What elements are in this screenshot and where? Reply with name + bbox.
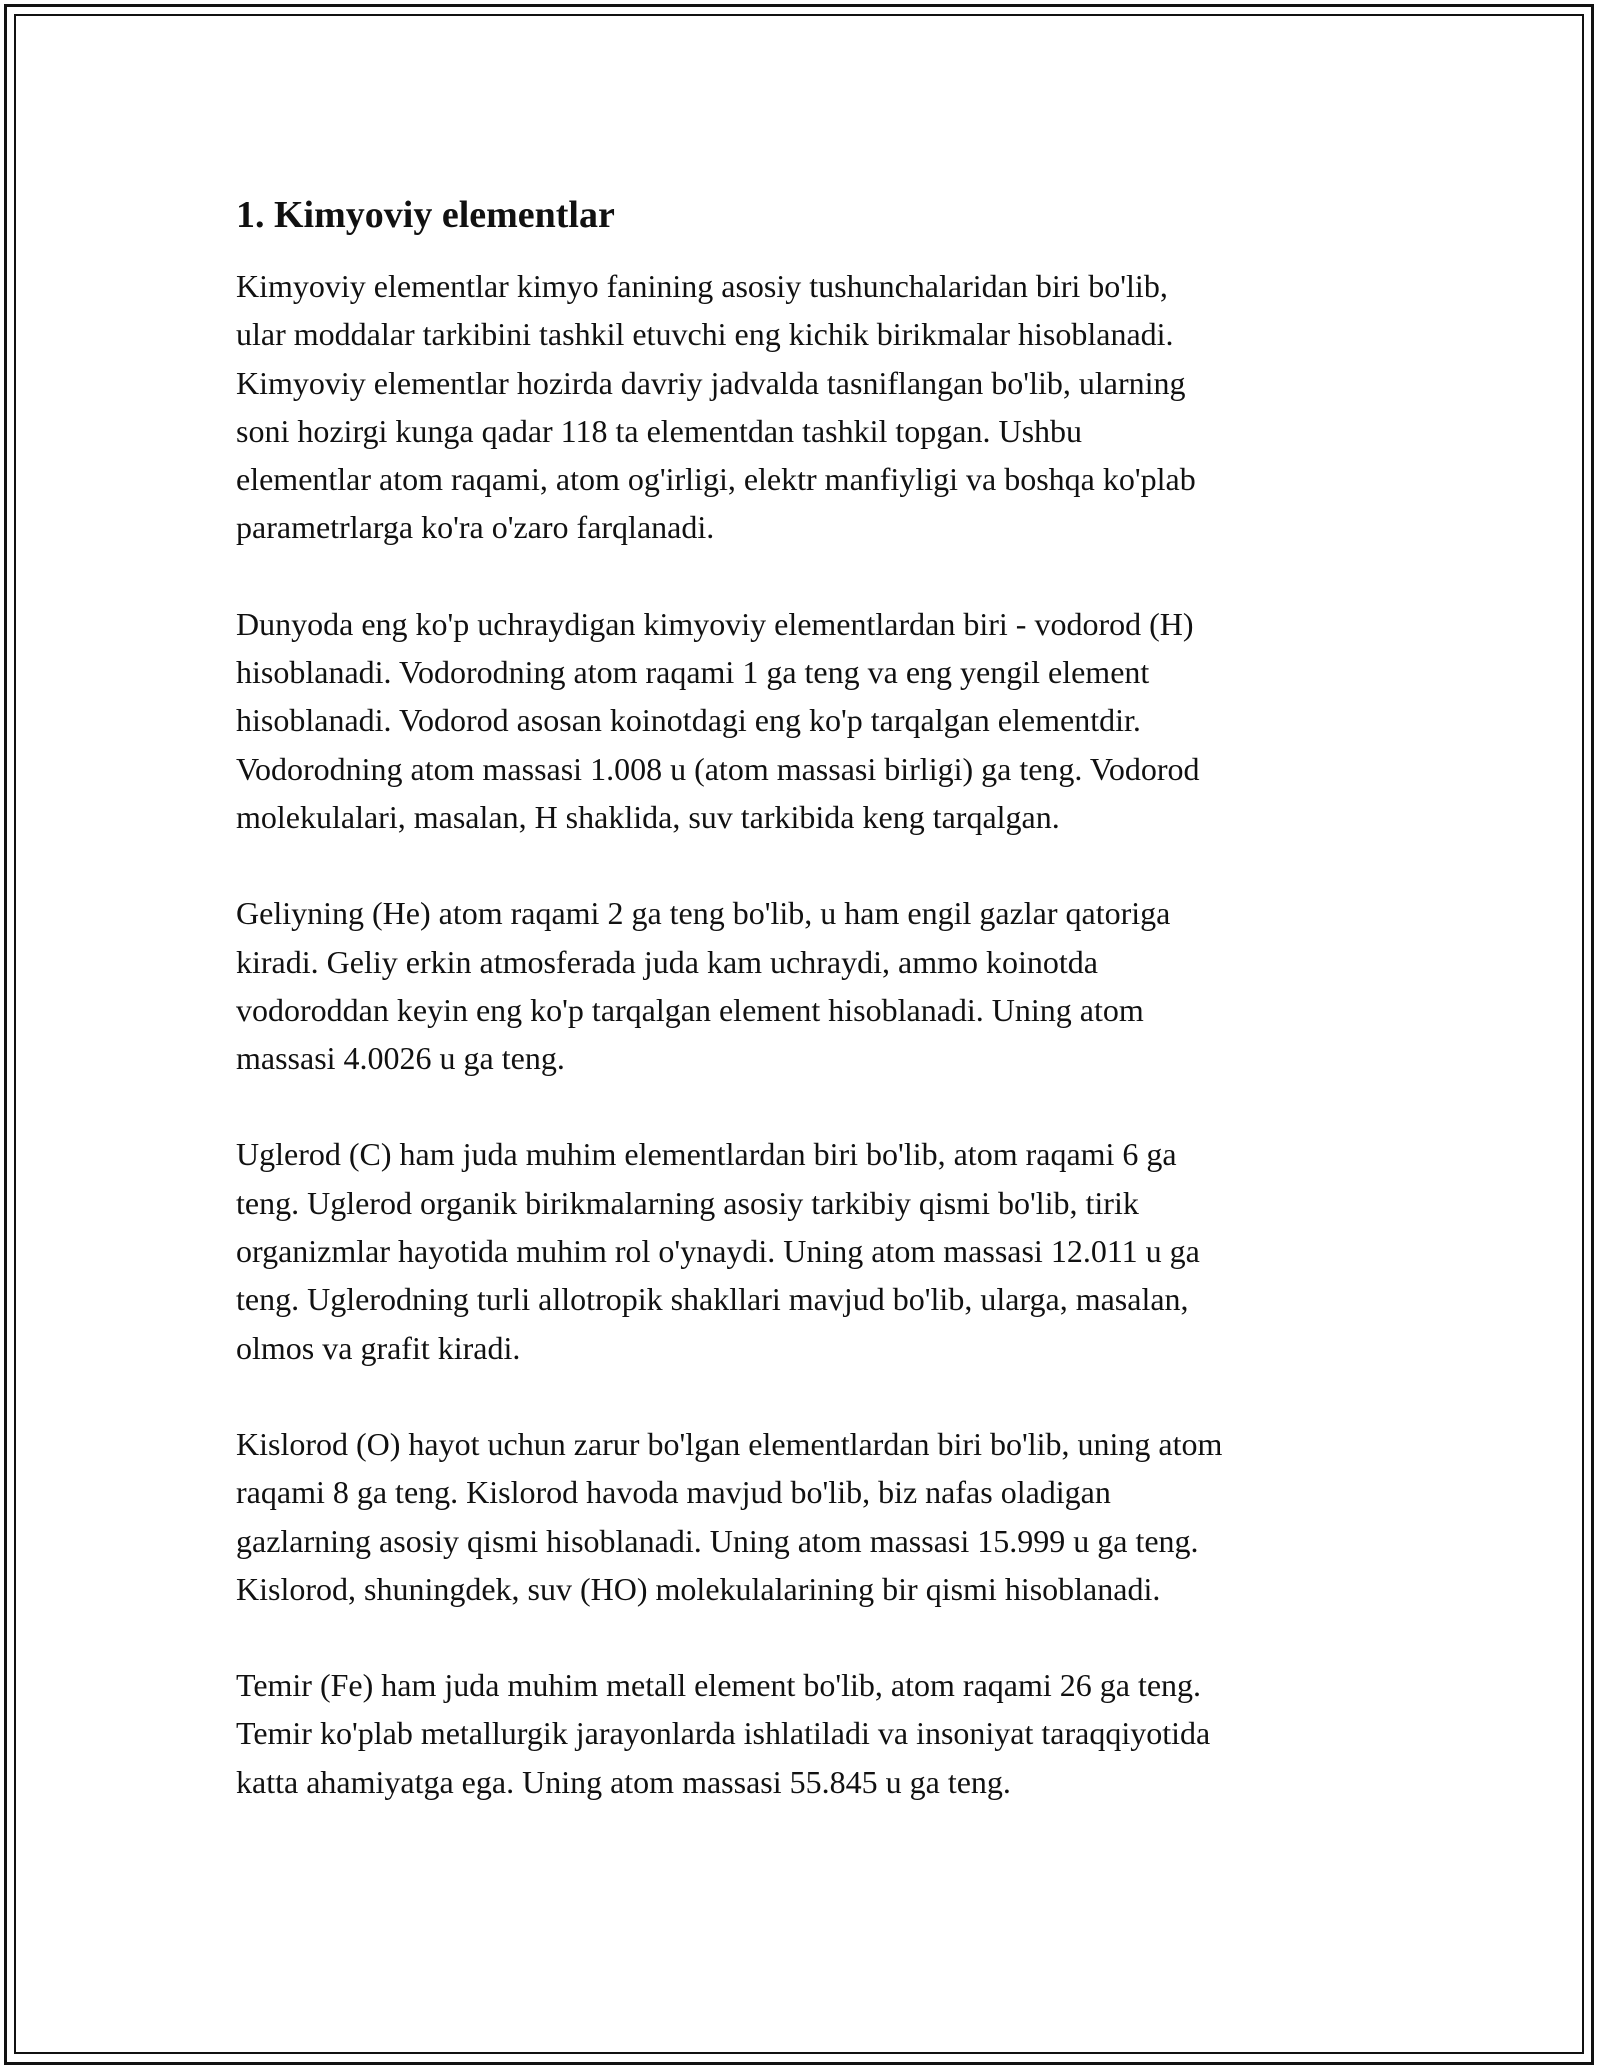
line: elementlar atom raqami, atom og'irligi, elektr manfiyligi va boshqa ko'plab (236, 461, 1196, 498)
line: gazlarning asosiy qismi hisoblanadi. Uning atom massasi 15.999 u ga teng. (236, 1522, 1199, 1559)
line: hisoblanadi. Vodorodning atom raqami 1 ga teng va eng yengil element (236, 654, 1150, 691)
document-body (236, 186, 1386, 1854)
line: massasi 4.0026 u ga teng. (236, 1040, 565, 1077)
paragraph-carbon (236, 1130, 1386, 1371)
line: kiradi. Geliy erkin atmosferada juda kam uchraydi, ammo koinotda (236, 943, 1098, 980)
line: ular moddalar tarkibini tashkil etuvchi eng kichik birikmalar hisoblanadi. (236, 316, 1174, 353)
paragraph-helium (236, 889, 1386, 1082)
line: Dunyoda eng ko'p uchraydigan kimyoviy elementlardan biri - vodorod (H) (236, 605, 1194, 642)
line: hisoblanadi. Vodorod asosan koinotdagi eng ko'p tarqalgan elementdir. (236, 702, 1141, 739)
line: olmos va grafit kiradi. (236, 1329, 521, 1366)
paragraph-intro (236, 262, 1386, 552)
line: katta ahamiyatga ega. Uning atom massasi 55.845 u ga teng. (236, 1763, 1011, 1800)
line: vodoroddan keyin eng ko'p tarqalgan element hisoblanadi. Uning atom (236, 991, 1144, 1028)
line: parametrlarga ko'ra o'zaro farqlanadi. (236, 509, 715, 546)
line: Kislorod, shuningdek, suv (HO) molekulalarining bir qismi hisoblanadi. (236, 1570, 1161, 1607)
line: Kimyoviy elementlar kimyo fanining asosiy tushunchalaridan biri bo'lib, (236, 268, 1168, 304)
line: molekulalari, masalan, H shaklida, suv tarkibida keng tarqalgan. (236, 798, 1060, 835)
line: Vodorodning atom massasi 1.008 u (atom massasi birligi) ga teng. Vodorod (236, 750, 1200, 787)
paragraph-iron (236, 1661, 1386, 1806)
line: teng. Uglerodning turli allotropik shakllari mavjud bo'lib, ularga, masalan, (236, 1281, 1189, 1318)
paragraph-oxygen (236, 1420, 1386, 1613)
line: Geliyning (He) atom raqami 2 ga teng bo'lib, u ham engil gazlar qatoriga (236, 895, 1171, 932)
line: organizmlar hayotida muhim rol o'ynaydi. Uning atom massasi 12.011 u ga (236, 1233, 1200, 1270)
line: Kislorod (O) hayot uchun zarur bo'lgan elementlardan biri bo'lib, uning atom (236, 1425, 1223, 1462)
line: Kimyoviy elementlar hozirda davriy jadvalda tasniflangan bo'lib, ularning (236, 364, 1186, 401)
line: Temir ko'plab metallurgik jarayonlarda ishlatiladi va insoniyat taraqqiyotida (236, 1715, 1211, 1752)
paragraph-hydrogen (236, 600, 1386, 841)
line: raqami 8 ga teng. Kislorod havoda mavjud bo'lib, biz nafas oladigan (236, 1474, 1111, 1511)
line: Temir (Fe) ham juda muhim metall element bo'lib, atom raqami 26 ga teng. (236, 1667, 1202, 1704)
line: soni hozirgi kunga qadar 118 ta elementdan tashkil topgan. Ushbu (236, 412, 1083, 449)
line: Uglerod (C) ham juda muhim elementlardan biri bo'lib, atom raqami 6 ga (236, 1136, 1177, 1173)
section-heading: 1. Kimyoviy elementlar (236, 194, 615, 236)
line: teng. Uglerod organik birikmalarning asosiy tarkibiy qismi bo'lib, tirik (236, 1184, 1139, 1221)
